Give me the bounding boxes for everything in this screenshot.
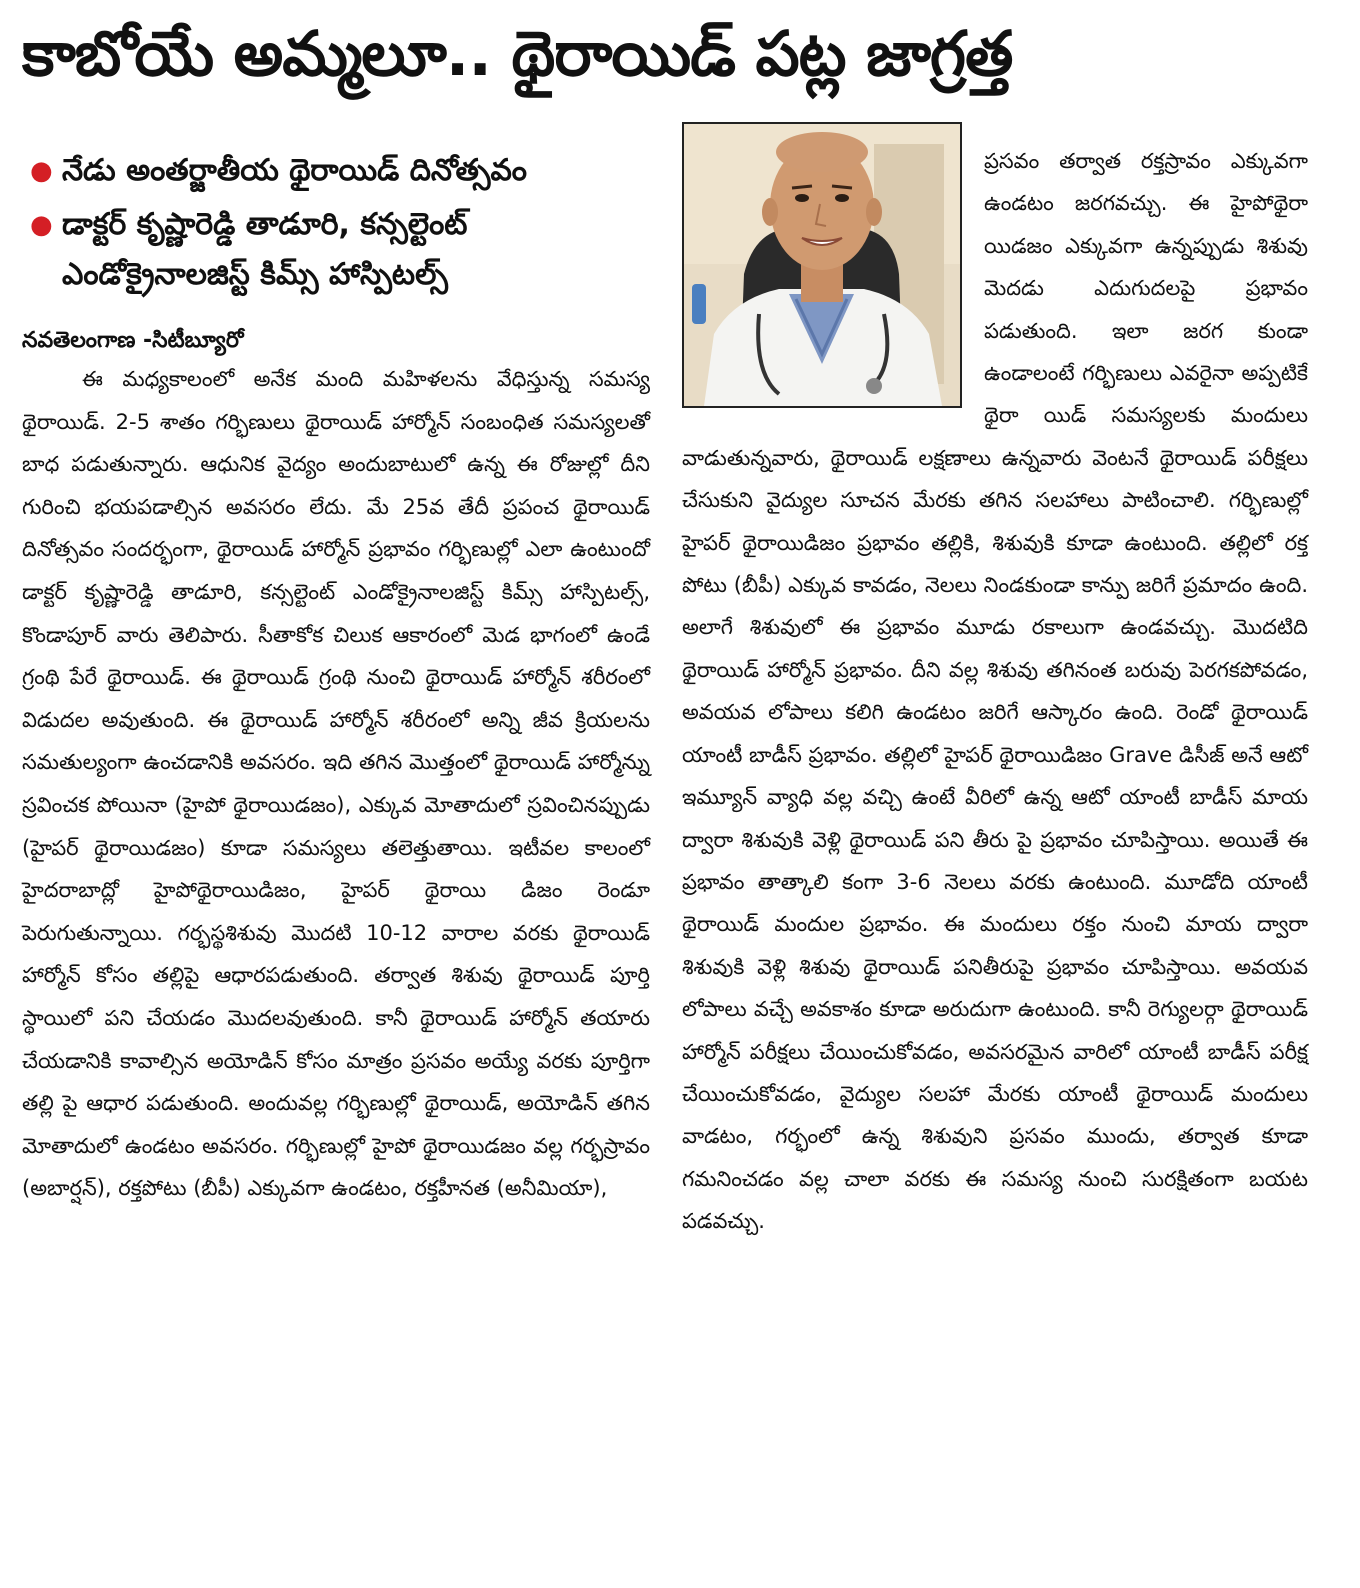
bullet-text: నేడు అంతర్జాతీయ థైరాయిడ్ దినోత్సవం [62,153,527,188]
headline: కాబోయే అమ్మలూ.. థైరాయిడ్ పట్ల జాగ్రత్త [22,17,1013,90]
right-column [682,122,1308,1243]
bullet-item [22,200,650,300]
left-column [22,146,650,1210]
doctor-portrait-icon [684,124,960,406]
bullet-dot-icon: ● [30,156,53,186]
doctor-photo [682,122,962,408]
article-body-right: ప్రసవం తర్వాత రక్తస్రావం ఎక్కువగా ఉండటం జరగవచ్చు. ఈ హైపోథైరా యిడజం ఎక్కువగా ఉన్నప్పుడు శిశువు మెదడు ఎదుగుదలపై ప్రభావం పడుతుంది. ఇలా జరగ కుండా ఉండాలంటే గర్భిణులు ఎవరైనా అప్పటికే థైరా యిడ్ సమస్యలకు మందులు వాడుతున్నవారు, థైరాయిడ్ లక్షణాలు ఉన్నవారు వెంటనే థైరాయిడ్ పరీక్షలు చేసుకుని వైద్యుల సూచన మేరకు తగిన సలహాలు పాటించాలి. గర్భిణుల్లో హైపర్ థైరాయిడిజం ప్రభావం తల్లికి, శిశువుకి కూడా ఉంటుంది. తల్లిలో రక్త పోటు (బీపీ) ఎక్కువ కావడం, నెలలు నిండకుండా కాన్పు జరిగే ప్రమాదం ఉంది. అలాగే శిశువులో ఈ ప్రభావం మూడు రకాలుగా ఉండవచ్చు. మొదటిది థైరాయిడ్ హార్మోన్ ప్రభావం. దీని వల్ల శిశువు తగినంత బరువు పెరగకపోవడం, అవయవ లోపాలు కలిగి ఉండటం జరిగే ఆస్కారం ఉంది. రెండో థైరాయిడ్ యాంటీ బాడీస్ ప్రభావం. తల్లిలో హైపర్ థైరాయిడిజం Grave డిసీజ్ అనే ఆటో ఇమ్యూన్ వ్యాధి వల్ల వచ్చి ఉంటే వీరిలో ఉన్న ఆటో యాంటీ బాడీస్ మాయ ద్వారా శిశువుకి వెళ్లి థైరాయిడ్ పని తీరు పై ప్రభావం చూపిస్తాయి. అయితే ఈ ప్రభావం తాత్కాలి కంగా 3-6 నెలలు వరకు ఉంటుంది. మూడోది యాంటీ థైరాయిడ్ మందుల ప్రభావం. ఈ మందులు రక్తం నుంచి మాయ ద్వారా శిశువుకి వెళ్లి శిశువు థైరాయిడ్ పనితీరుపై ప్రభావం చూపిస్తాయి. అవయవ లోపాలు వచ్చే అవకాశం కూడా అరుదుగా ఉంటుంది. కానీ రెగ్యులర్గా థైరాయిడ్ హార్మోన్ పరీక్షలు చేయించుకోవడం, అవసరమైన వారిలో యాంటీ బాడీస్ పరీక్ష చేయించుకోవడం, వైద్యుల సలహా మేరకు యాంటీ థైరాయిడ్ మందులు వాడటం, గర్భంలో ఉన్న శిశువుని ప్రసవం ముందు, తర్వాత కూడా గమనించడం వల్ల చాలా వరకు ఈ సమస్య నుంచి సురక్షితంగా బయట పడవచ్చు. [682,149,1308,1234]
article-body-left: ఈ మధ్యకాలంలో అనేక మంది మహిళలను వేధిస్తున్న సమస్య థైరాయిడ్. 2-5 శాతం గర్భిణులు థైరాయిడ్ హార్మోన్ సంబంధిత సమస్యలతో బాధ పడుతున్నారు. ఆధునిక వైద్యం అందుబాటులో ఉన్న ఈ రోజుల్లో దీని గురించి భయపడాల్సిన అవసరం లేదు. మే 25వ తేదీ ప్రపంచ థైరాయిడ్ దినోత్సవం సందర్భంగా, థైరాయిడ్ హార్మోన్ ప్రభావం గర్భిణుల్లో ఎలా ఉంటుందో డాక్టర్ కృష్ణారెడ్డి తాడూరి, కన్సల్టెంట్ ఎండోక్రైనాలజిస్ట్ కిమ్స్ హాస్పిటల్స్, కొండాపూర్ వారు తెలిపారు. సీతాకోక చిలుక ఆకారంలో మెడ భాగంలో ఉండే గ్రంథి పేరే థైరాయిడ్. ఈ థైరాయిడ్ గ్రంథి నుంచి థైరాయిడ్ హార్మోన్ శరీరంలో విడుదల అవుతుంది. ఈ థైరాయిడ్ హార్మోన్ శరీరంలో అన్ని జీవ క్రియలను సమతుల్యంగా ఉంచడానికి అవసరం. ఇది తగిన మొత్తంలో థైరాయిడ్ హార్మోన్ను స్రవించక పోయినా (హైపో థైరాయిడజం), ఎక్కువ మోతాదులో స్రవించినప్పుడు (హైపర్ థైరాయిడజం) కూడా సమస్యలు తలెత్తుతాయి. ఇటీవల కాలంలో హైదరాబాద్లో హైపోథైరాయిడిజం, హైపర్ థైరాయి డిజం రెండూ పెరుగుతున్నాయి. గర్భస్థశిశువు మొదటి 10-12 వారాల వరకు థైరాయిడ్ హార్మోన్ కోసం తల్లిపై ఆధారపడుతుంది. తర్వాత శిశువు థైరాయిడ్ పూర్తి స్థాయిలో పని చేయడం మొదలవుతుంది. కానీ థైరాయిడ్ హార్మోన్ తయారు చేయడానికి కావాల్సిన అయోడిన్ కోసం మాత్రం ప్రసవం అయ్యే వరకు పూర్తిగా తల్లి పై ఆధార పడుతుంది. అందువల్ల గర్భిణుల్లో థైరాయిడ్, అయోడిన్ తగిన మోతాదులో ఉండటం అవసరం. గర్భిణుల్లో హైపో థైరాయిడజం వల్ల గర్భస్రావం (అబార్షన్), రక్తపోటు (బీపీ) ఎక్కువగా ఉండటం, రక్తహీనత (అనీమియా), [22,367,650,1201]
bullet-dot-icon: ● [30,210,53,240]
bullet-text: డాక్టర్ కృష్ణారెడ్డి తాడూరి, కన్సల్టెంట్ ఎండోక్రైనాలజిస్ట్ కిమ్స్ హాస్పిటల్స్ [62,207,468,292]
bullet-item [22,146,650,196]
dateline: నవతెలంగాణ -సిటీబ్యూరో [22,328,244,353]
